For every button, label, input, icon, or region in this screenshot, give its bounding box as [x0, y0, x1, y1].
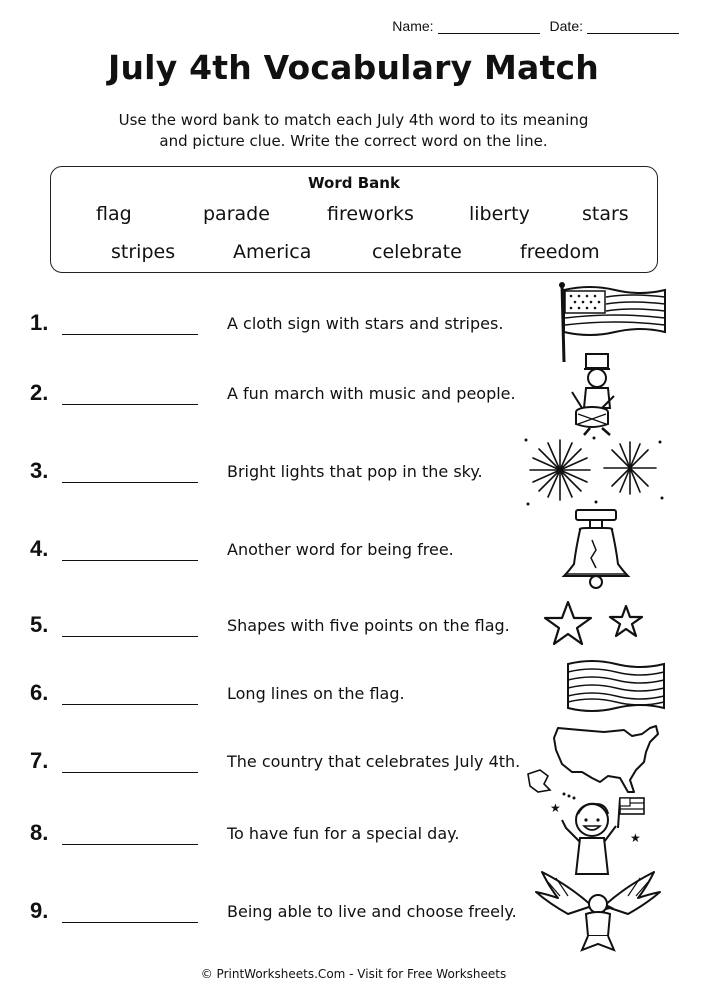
- item-clue: Bright lights that pop in the sky.: [227, 462, 483, 481]
- list-item: [30, 596, 690, 656]
- word-bank-word: flag: [96, 203, 132, 225]
- item-clue: Another word for being free.: [227, 540, 454, 559]
- answer-line[interactable]: [62, 482, 198, 483]
- list-item: [30, 364, 690, 424]
- item-clue: Shapes with five points on the flag.: [227, 616, 510, 635]
- item-number: 1.: [30, 310, 49, 335]
- word-bank-word: stars: [582, 203, 629, 225]
- item-clue: Long lines on the flag.: [227, 684, 405, 703]
- word-bank-word: freedom: [520, 241, 600, 263]
- word-bank-title: Word Bank: [308, 174, 400, 192]
- item-number: 5.: [30, 612, 49, 637]
- header-fields: [392, 18, 679, 34]
- answer-line[interactable]: [62, 704, 198, 705]
- word-bank: [50, 166, 658, 273]
- word-bank-word: celebrate: [372, 241, 462, 263]
- page-title: July 4th Vocabulary Match: [108, 48, 599, 87]
- word-bank-word: liberty: [469, 203, 530, 225]
- answer-line[interactable]: [62, 560, 198, 561]
- answer-line[interactable]: [62, 922, 198, 923]
- item-number: 6.: [30, 680, 49, 705]
- date-blank-line[interactable]: [587, 19, 679, 34]
- instructions-line-1: Use the word bank to match each July 4th word to its meaning: [118, 111, 589, 129]
- svg-text:★: ★: [630, 831, 641, 845]
- item-clue: The country that celebrates July 4th.: [227, 752, 521, 771]
- answer-line[interactable]: [62, 844, 198, 845]
- name-field: [392, 18, 539, 34]
- liberty-bell-icon: [520, 508, 670, 592]
- date-field: [550, 18, 679, 34]
- list-item: [30, 801, 690, 864]
- answer-line[interactable]: [62, 636, 198, 637]
- item-number: 4.: [30, 536, 49, 561]
- list-item: [30, 442, 690, 502]
- answer-line[interactable]: [62, 772, 198, 773]
- item-number: 3.: [30, 458, 49, 483]
- footer-credit: © PrintWorksheets.Com - Visit for Free Worksheets: [200, 967, 507, 981]
- celebrating-child-icon: [520, 792, 670, 876]
- word-bank-word: parade: [203, 203, 270, 225]
- answer-line[interactable]: [62, 404, 198, 405]
- item-number: 9.: [30, 898, 49, 923]
- svg-text:★: ★: [550, 801, 561, 815]
- list-item: [30, 520, 690, 580]
- item-number: 8.: [30, 820, 49, 845]
- name-label: Name:: [392, 18, 434, 34]
- drummer-boy-icon: [520, 352, 670, 436]
- item-number: 7.: [30, 748, 49, 773]
- list-item: [30, 882, 690, 942]
- instructions-line-2: and picture clue. Write the correct word on the line.: [159, 132, 548, 150]
- item-clue: Being able to live and choose freely.: [227, 902, 517, 921]
- item-clue: A cloth sign with stars and stripes.: [227, 314, 504, 333]
- word-bank-word: America: [233, 241, 312, 263]
- list-item: [30, 294, 690, 354]
- answer-line[interactable]: [62, 334, 198, 335]
- item-number: 2.: [30, 380, 49, 405]
- instructions: [60, 110, 647, 152]
- name-blank-line[interactable]: [438, 19, 540, 34]
- date-label: Date:: [549, 18, 583, 34]
- word-bank-word: stripes: [111, 241, 176, 263]
- list-item: [30, 664, 690, 724]
- item-clue: A fun march with music and people.: [227, 384, 516, 403]
- list-item: [30, 732, 690, 792]
- word-bank-word: fireworks: [327, 203, 414, 225]
- eagle-icon: [520, 870, 670, 954]
- item-clue: To have fun for a special day.: [227, 824, 460, 843]
- fireworks-icon: [520, 430, 670, 514]
